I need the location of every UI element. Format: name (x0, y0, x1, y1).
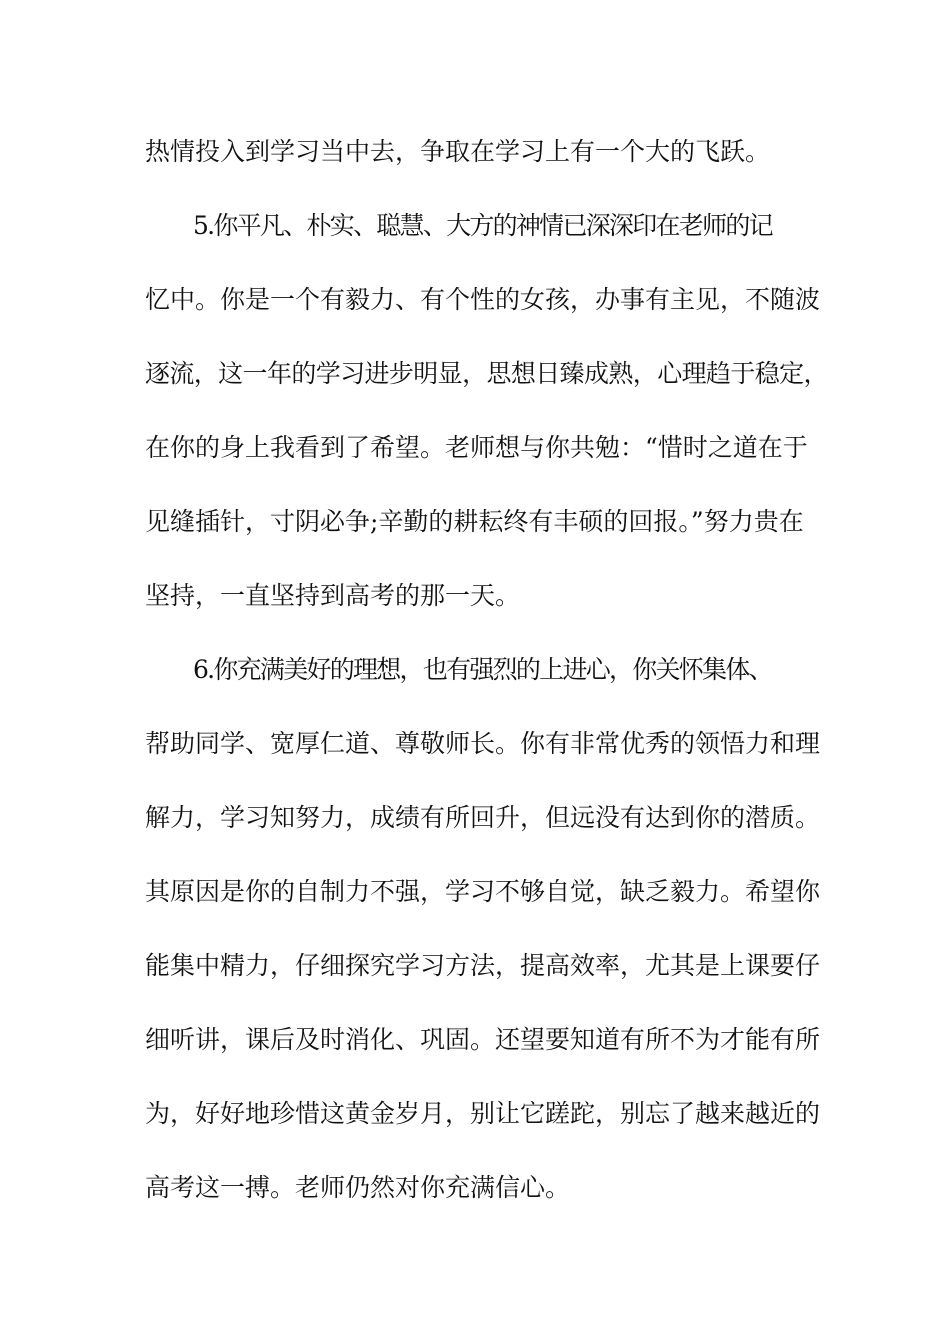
paragraph-5-line-4: 在你的身上我看到了希望。老师想与你共勉：“惜时之道在于 (145, 433, 808, 462)
paragraph-5-line-2: 忆中。你是一个有毅力、有个性的女孩，办事有主见，不随波 (145, 285, 821, 314)
paragraph-6-line-3: 解力，学习知努力，成绩有所回升，但远没有达到你的潜质。 (145, 803, 821, 832)
paragraph-6-line-1: 6.你充满美好的理想，也有强烈的上进心，你关怀集体、 (193, 655, 772, 684)
text-line-1: 热情投入到学习当中去，争取在学习上有一个大的飞跃。 (145, 137, 771, 166)
paragraph-5-line-6: 坚持，一直坚持到高考的那一天。 (145, 581, 521, 610)
paragraph-5-line-3: 逐流，这一年的学习进步明显，思想日臻成熟，心理趋于稳定， (145, 359, 828, 388)
paragraph-6-line-2: 帮助同学、宽厚仁道、尊敬师长。你有非常优秀的领悟力和理 (145, 729, 821, 758)
paragraph-6-line-7: 为，好好地珍惜这黄金岁月，别让它蹉跎，别忘了越来越近的 (145, 1099, 821, 1128)
paragraph-6-line-5: 能集中精力，仔细探究学习方法，提高效率，尤其是上课要仔 (145, 951, 821, 980)
paragraph-5-line-5: 见缝插针，寸阴必争;辛勤的耕耘终有丰硕的回报。”努力贵在 (145, 507, 804, 536)
paragraph-6-line-4: 其原因是你的自制力不强，学习不够自觉，缺乏毅力。希望你 (145, 877, 821, 906)
paragraph-5-line-1: 5.你平凡、朴实、聪慧、大方的神情已深深印在老师的记 (193, 211, 772, 240)
paragraph-6-line-6: 细听讲，课后及时消化、巩固。还望要知道有所不为才能有所 (145, 1025, 821, 1054)
paragraph-6-line-8: 高考这一搏。老师仍然对你充满信心。 (145, 1173, 571, 1202)
